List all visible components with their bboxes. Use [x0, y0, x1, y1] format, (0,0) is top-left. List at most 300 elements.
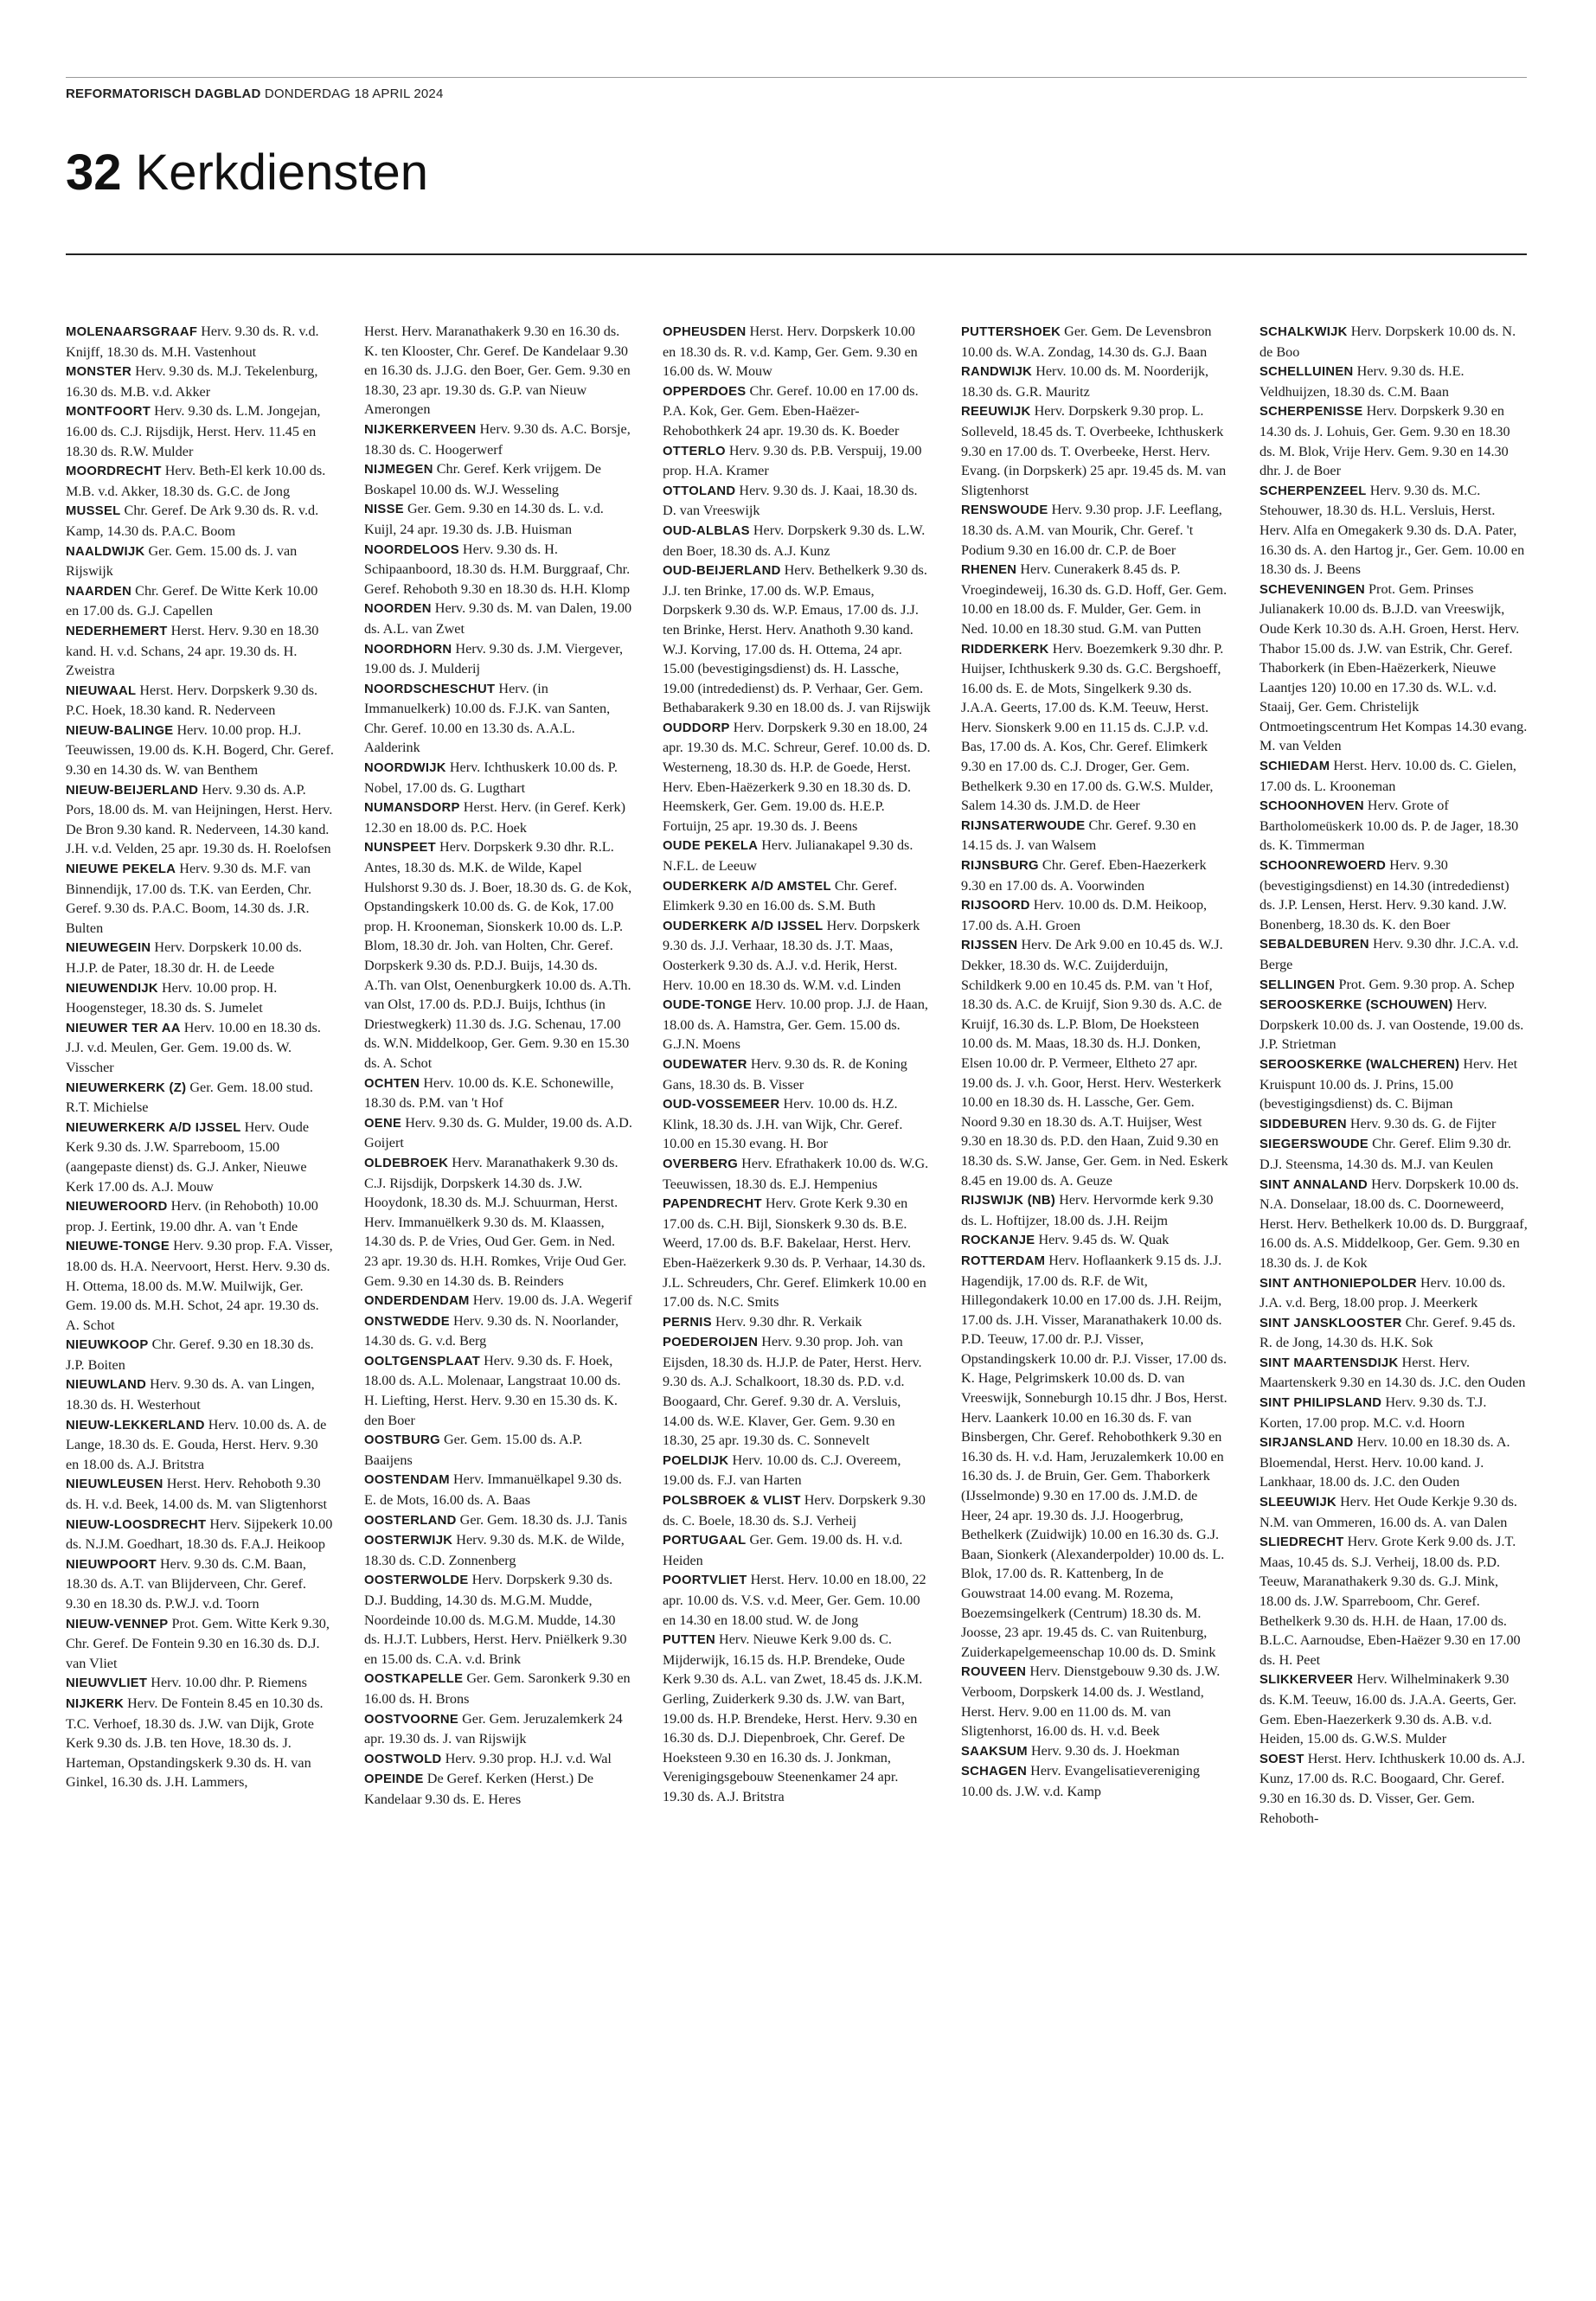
church-service-entry	[66, 1078, 334, 1118]
church-service-entry	[1259, 1175, 1528, 1273]
church-service-entry	[1259, 975, 1528, 996]
service-details: Herv. De Ark 9.00 en 10.45 ds. W.J. Dekker, 18.30 ds. W.C. Zuijderduijn, Schildkerk 9.00 en 10.45 ds. P.M. van 't Hof, 18.30 ds. A.C. de Kruijf, Sion 9.30 ds. A.C. de Kruijf, 16.30 ds. L.P. Blom, De Hoeksteen 10.00 ds. M. Maas, 18.30 ds. H.J. Donken, Elsen 10.00 dr. P. Vermeer, Eltheto 27 apr. 19.00 ds. J. v.h. Goor, Herst. Herv. Westerkerk 10.00 en 18.30 ds. H. Lassche, Ger. Gem. Noord 9.30 en 18.30 ds. A.T. Huijser, West 9.30 en 18.30 ds. P.D. den Haan, Zuid 9.30 en 18.30 ds. S.W. Janse, Ger. Gem. in Ned. Eskerk 8.45 en 19.00 ds. A. Geuze	[961, 937, 1228, 1189]
service-details: Chr. Geref. Kerk vrijgem. De Boskapel 10.00 ds. W.J. Wesseling	[364, 461, 601, 497]
place-name: NIEUWERKERK (Z)	[66, 1080, 187, 1095]
place-name: PUTTERSHOEK	[961, 325, 1061, 339]
place-name: SCHOONREWOERD	[1259, 859, 1387, 874]
church-service-entry	[961, 935, 1229, 1190]
place-name: RHENEN	[961, 563, 1017, 578]
church-service-entry	[364, 1470, 632, 1509]
church-service-entry	[961, 401, 1229, 500]
place-name: SCHIEDAM	[1259, 760, 1330, 774]
place-name: MOLENAARSGRAAF	[66, 325, 198, 339]
service-details: Herv. 9.30 prop. Joh. van Eijsden, 18.30 ds. H.J.P. de Pater, Herst. Herv. 9.30 ds. A.J. Schalkoort, 18.30 ds. P.D. v.d. Boogaard, Chr. Geref. 9.30 dr. A. Versluis, 14.00 ds. W.E. Klaver, Ger. Gem. 9.30 en 18.30, 25 apr. 19.30 ds. C. Sonnevelt	[663, 1334, 922, 1449]
place-name: NIEUWEROORD	[66, 1200, 168, 1215]
service-details: Herv. Hervormde kerk 9.30 ds. L. Hoftijzer, 18.00 ds. J.H. Reijm	[961, 1192, 1214, 1228]
church-service-entry	[961, 560, 1229, 638]
service-details: Herv. 9.30 ds. M. van Dalen, 19.00 ds. A.L. van Zwet	[364, 600, 632, 637]
place-name: OUD-ALBLAS	[663, 523, 750, 538]
service-details: Herv. Dorpskerk 9.30 en 18.00, 24 apr. 19.30 ds. M.C. Schreur, Geref. 10.00 ds. D. Westerneng, 18.30 ds. H.P. de Goede, Herst. Herv. Eben-Haëzerkerk 9.30 en 18.30 ds. D. Heemskerk, Ger. Gem. 19.00 ds. H.E.P. Fortuijn, 25 apr. 19.30 ds. J. Beens	[663, 719, 931, 834]
place-name: NAARDEN	[66, 584, 132, 599]
church-service-entry	[961, 1230, 1229, 1251]
church-service-entry	[663, 995, 931, 1054]
service-details: Herst. Herv. Dorpskerk 9.30 ds. P.C. Hoek, 18.30 kand. R. Nederveen	[66, 682, 318, 719]
place-name: OUDE PEKELA	[663, 839, 759, 854]
service-details: Herv. (in Immanuelkerk) 10.00 ds. F.J.K. van Santen, Chr. Geref. 10.00 en 13.30 ds. A.A.L. Aalderink	[364, 680, 611, 756]
place-name: OOSTERLAND	[364, 1513, 457, 1528]
place-name: NIEUWE-TONGE	[66, 1240, 170, 1254]
listing-column	[66, 322, 334, 2259]
place-name: SINT MAARTENSDIJK	[1259, 1356, 1399, 1370]
service-details: Chr. Geref. De Ark 9.30 ds. R. v.d. Kamp, 14.30 ds. P.A.C. Boom	[66, 503, 319, 539]
church-service-entry	[663, 322, 931, 381]
church-service-entry	[663, 1312, 931, 1333]
place-name: OOSTERWIJK	[364, 1534, 453, 1548]
place-name: RIJNSATERWOUDE	[961, 818, 1086, 833]
service-details: Herv. Dorpskerk 10.00 ds. N.A. Donselaar, 18.00 ds. C. Doorneweerd, Herst. Herv. Bethelkerk 10.00 ds. D. Burggraaf, 16.00 ds. A.S. Middelkoop, Ger. Gem. 9.30 en 18.30 ds. J. de Kok	[1259, 1176, 1528, 1271]
service-details: Herv. Dorpskerk 9.30 en 14.30 ds. J. Lohuis, Ger. Gem. 9.30 en 18.30 ds. M. Blok, Vrije Herv. Gem. 9.30 en 14.30 dhr. J. de Boer	[1259, 403, 1510, 479]
church-service-entry	[364, 599, 632, 638]
place-name: NAALDWIJK	[66, 544, 145, 559]
service-details: Herv. Dorpskerk 9.30 prop. L. Solleveld, 18.45 ds. T. Overbeeke, Ichthuskerk 9.30 en 17.00 ds. T. Overbeeke, Herst. Herv. Evang. (in Dorpskerk) 25 apr. 19.45 ds. M. van Sligtenhorst	[961, 403, 1227, 498]
church-service-entry	[66, 721, 334, 780]
service-details: Herv. Oude Kerk 9.30 ds. J.W. Sparreboom, 15.00 (aangepaste dienst) ds. G.J. Anker, Nieuwe Kerk 17.00 ds. A.J. Mouw	[66, 1118, 310, 1195]
church-service-entry	[961, 639, 1229, 816]
church-service-entry	[1259, 796, 1528, 856]
church-service-entry	[364, 1570, 632, 1669]
church-service-entry	[663, 521, 931, 561]
service-details: Herst. Herv. 10.00 en 18.00, 22 apr. 10.00 ds. V.S. v.d. Meer, Ger. Gem. 10.00 en 14.30 en 18.00 stud. W. de Jong	[663, 1572, 926, 1628]
service-details: Herst. Herv. Maranathakerk 9.30 en 16.30 ds. K. ten Klooster, Chr. Geref. De Kandelaar 9.30 en 16.30 ds. J.J.G. den Boer, Ger. Gem. 9.30 en 18.30, 23 apr. 19.30 ds. G.P. van Nieuw Amerongen	[364, 324, 631, 418]
service-details: Herv. Nieuwe Kerk 9.00 ds. C. Mijderwijk, 16.15 ds. H.P. Brendeke, Oude Kerk 9.30 ds. A.L. van Zwet, 18.45 ds. J.K.M. Gerling, Zuiderkerk 9.30 ds. J.W. van Bart, 19.00 ds. H.P. Brendeke, Herst. Herv. 9.30 en 16.30 ds. D.J. Diepenbroek, Chr. Geref. De Hoeksteen 9.30 en 16.30 ds. J. Jonkman, Verenigingsgebouw Steenenkamer 24 apr. 19.30 ds. A.J. Britstra	[663, 1631, 923, 1804]
place-name: POEDEROIJEN	[663, 1336, 759, 1350]
newspaper-name: REFORMATORISCH DAGBLAD	[66, 87, 261, 101]
place-name: OUD-BEIJERLAND	[663, 564, 781, 579]
church-service-entry	[961, 856, 1229, 895]
church-service-entry	[66, 542, 334, 581]
place-name: SLIEDRECHT	[1259, 1535, 1344, 1550]
place-name: PERNIS	[663, 1315, 712, 1330]
church-service-entry	[364, 1311, 632, 1351]
church-service-entry	[961, 816, 1229, 856]
service-details: Herv. Ichthuskerk 10.00 ds. P. Nobel, 17.00 ds. G. Lugthart	[364, 760, 618, 796]
service-details: Prot. Gem. 9.30 prop. A. Schep	[1338, 976, 1515, 992]
service-details: Ger. Gem. 15.00 ds. J. van Rijswijk	[66, 542, 298, 580]
service-details: Herv. Het Kruispunt 10.00 ds. J. Prins, 15.00 (bevestigingsdienst) ds. C. Bijman	[1259, 1055, 1518, 1112]
place-name: OUDE-TONGE	[663, 998, 753, 1013]
church-service-entry	[961, 362, 1229, 401]
church-service-entry	[364, 540, 632, 599]
heading-rule	[66, 253, 1527, 255]
church-service-entry	[663, 1630, 931, 1806]
church-service-entry	[1259, 362, 1528, 401]
service-details: Herv. Evangelisatievereniging 10.00 ds. J.W. v.d. Kamp	[961, 1763, 1200, 1799]
place-name: SINT PHILIPSLAND	[1259, 1396, 1382, 1411]
service-details: Herv. 10.00 prop. H.J. Teeuwissen, 19.00 ds. K.H. Bogerd, Chr. Geref. 9.30 en 14.30 ds. W. van Benthem	[66, 721, 334, 779]
church-service-entry	[66, 581, 334, 621]
place-name: NIEUW-LEKKERLAND	[66, 1418, 205, 1433]
church-service-entry	[66, 501, 334, 541]
place-name: ROTTERDAM	[961, 1253, 1046, 1268]
service-details: Ger. Gem. 18.30 ds. J.J. Tanis	[459, 1511, 627, 1528]
place-name: RIDDERKERK	[961, 642, 1049, 657]
church-service-entry	[1259, 481, 1528, 580]
service-details: Herst. Herv. 10.00 ds. C. Gielen, 17.00 ds. L. Krooneman	[1259, 758, 1516, 794]
church-service-entry	[364, 322, 632, 420]
service-details: Herv. 9.30 dhr. J.C.A. v.d. Berge	[1259, 936, 1519, 972]
service-details: Ger. Gem. 9.30 en 14.30 ds. L. v.d. Kuijl, 24 apr. 19.30 ds. J.B. Huisman	[364, 501, 604, 537]
church-service-entry	[364, 1769, 632, 1809]
place-name: ONDERDENDAM	[364, 1294, 470, 1309]
place-name: SINT ANNALAND	[1259, 1177, 1368, 1192]
church-service-entry	[364, 679, 632, 758]
place-name: OCHTEN	[364, 1076, 420, 1091]
church-service-entry	[1259, 1492, 1528, 1532]
place-name: PUTTEN	[663, 1633, 715, 1648]
service-details: Herv. 9.30 ds. P.B. Verspuij, 19.00 prop. H.A. Kramer	[663, 442, 922, 479]
church-service-entry	[66, 780, 334, 859]
place-name: OUDERKERK A/D IJSSEL	[663, 919, 824, 933]
place-name: NIEUWLEUSEN	[66, 1477, 163, 1492]
service-details: Herst. Herv. Ichthuskerk 10.00 ds. A.J. Kunz, 17.00 ds. R.C. Boogaard, Chr. Geref. 9.30 en 16.30 ds. D. Visser, Ger. Gem. Rehoboth-	[1259, 1750, 1525, 1826]
service-details: Herv. 9.30 prop. H.J. v.d. Wal	[445, 1750, 612, 1766]
church-service-entry	[663, 1570, 931, 1630]
service-details: Herv. 9.30 ds. A.P. Pors, 18.00 ds. M. van Heijningen, Herst. Herv. De Bron 9.30 kand. R. Nederveen, 14.30 kand. J.H. v.d. Velden, 25 apr. 19.30 ds. H. Roelofsen	[66, 781, 333, 857]
service-details: Chr. Geref. Elimkerk 9.30 en 16.00 ds. S.M. Buth	[663, 877, 898, 914]
service-details: Ger. Gem. Jeruzalemkerk 24 apr. 19.30 ds. J. van Rijswijk	[364, 1710, 623, 1747]
place-name: NIEUW-BALINGE	[66, 723, 174, 738]
church-service-entry	[66, 938, 334, 977]
church-service-entry	[961, 322, 1229, 362]
place-name: NOORDSCHESCHUT	[364, 682, 496, 696]
church-service-entry	[66, 362, 334, 401]
masthead	[66, 77, 1527, 101]
church-service-entry	[961, 1761, 1229, 1801]
church-service-entry	[66, 1236, 334, 1335]
church-service-entry	[663, 481, 931, 521]
place-name: NIEUWE PEKELA	[66, 862, 176, 877]
service-details: Herv. 9.30 ds. A.C. Borsje, 18.30 ds. C. Hoogerwerf	[364, 420, 631, 458]
church-service-entry	[961, 1251, 1229, 1662]
church-service-entry	[663, 876, 931, 916]
church-service-entry	[66, 859, 334, 938]
place-name: SELLINGEN	[1259, 977, 1336, 992]
place-name: NIEUW-BEIJERLAND	[66, 783, 199, 798]
church-service-entry	[364, 1153, 632, 1291]
place-name: RIJSSEN	[961, 939, 1018, 953]
church-service-entry	[1259, 580, 1528, 756]
service-details: Herv. Dorpskerk 10.00 ds. J. van Oostende, 19.00 ds. J.P. Strietman	[1259, 997, 1524, 1053]
service-details: Herv. 10.00 prop. J.J. de Haan, 18.00 ds. A. Hamstra, Ger. Gem. 15.00 ds. G.J.N. Moens	[663, 997, 928, 1053]
church-service-entry	[364, 1351, 632, 1430]
service-details: Chr. Geref. 10.00 en 17.00 ds. P.A. Kok, Ger. Gem. Eben-Haëzer-Rehobothkerk 24 apr. 19.30 ds. K. Boeder	[663, 382, 919, 439]
service-details: Herv. 19.00 ds. J.A. Wegerif	[472, 1292, 632, 1309]
service-details: Herv. 9.30 ds. H.E. Veldhuijzen, 18.30 ds. C.M. Baan	[1259, 363, 1465, 400]
service-details: De Geref. Kerken (Herst.) De Kandelaar 9.30 ds. E. Heres	[364, 1771, 594, 1807]
church-service-entry	[364, 1430, 632, 1470]
place-name: SAAKSUM	[961, 1744, 1028, 1759]
place-name: ROCKANJE	[961, 1234, 1035, 1248]
service-details: Herv. Dorpskerk 10.00 ds. H.J.P. de Pater, 18.30 dr. H. de Leede	[66, 939, 303, 976]
service-details: Herv. 10.00 en 18.30 ds. J.J. v.d. Meulen, Ger. Gem. 19.00 ds. W. Visscher	[66, 1019, 321, 1075]
place-name: PAPENDRECHT	[663, 1197, 762, 1212]
place-name: SIEGERSWOUDE	[1259, 1138, 1369, 1152]
service-details: Herv. 10.00 ds. K.E. Schonewille, 18.30 ds. P.M. van 't Hof	[364, 1074, 614, 1112]
church-service-entry	[1259, 934, 1528, 974]
place-name: SCHAGEN	[961, 1765, 1028, 1779]
place-name: OUDEWATER	[663, 1057, 747, 1072]
church-service-entry	[364, 420, 632, 459]
place-name: PORTUGAAL	[663, 1534, 747, 1548]
service-details: Herv. Julianakapel 9.30 ds. N.F.L. de Leeuw	[663, 837, 913, 875]
place-name: NIEUW-LOOSDRECHT	[66, 1517, 207, 1532]
place-name: NIEUWEGEIN	[66, 941, 151, 956]
service-details: Herv. Grote of Bartholomeüskerk 10.00 ds. P. de Jager, 18.30 ds. K. Timmerman	[1259, 798, 1519, 854]
church-service-entry	[1259, 401, 1528, 480]
church-service-entry	[961, 1741, 1229, 1762]
church-service-entry	[66, 1515, 334, 1554]
service-details: Ger. Gem. 15.00 ds. A.P. Baaijens	[364, 1432, 583, 1468]
place-name: RIJSWIJK (NB)	[961, 1194, 1056, 1208]
church-service-entry	[66, 1415, 334, 1475]
service-details: Herv. 9.30 ds. A. van Lingen, 18.30 ds. H. Westerhout	[66, 1376, 315, 1413]
service-details: Herst. Herv. Rehoboth 9.30 ds. H. v.d. Beek, 14.00 ds. M. van Sligtenhorst	[66, 1476, 328, 1513]
service-details: Herv. (in Rehoboth) 10.00 prop. J. Eertink, 19.00 dhr. A. van 't Ende	[66, 1198, 318, 1234]
church-service-entry	[364, 1113, 632, 1153]
service-details: Ger. Gem. 19.00 ds. H. v.d. Heiden	[663, 1532, 903, 1568]
place-name: OUDERKERK A/D AMSTEL	[663, 879, 831, 894]
church-service-entry	[66, 1118, 334, 1196]
service-details: Herv. 9.30 ds. G. Mulder, 19.00 ds. A.D. Goijert	[364, 1114, 632, 1151]
place-name: NIEUWVLIET	[66, 1676, 148, 1691]
church-service-entry	[1259, 1054, 1528, 1114]
place-name: SINT JANSKLOOSTER	[1259, 1316, 1402, 1330]
service-details: Herv. 9.30 ds. J. Kaai, 18.30 ds. D. van Vreeswijk	[663, 482, 918, 519]
service-details: Herv. 9.30 ds. R. de Koning Gans, 18.30 ds. B. Visser	[663, 1055, 907, 1093]
church-service-entry	[663, 836, 931, 875]
service-details: Herv. 9.30 prop. F.A. Visser, 18.00 ds. H.A. Neervoort, Herst. Herv. 9.30 ds. H. Ottema, 18.00 ds. M.W. Muilwijk, Ger. Gem. 19.00 ds. M.H. Schot, 24 apr. 19.30 ds. A. Schot	[66, 1238, 333, 1333]
place-name: OUD-VOSSEMEER	[663, 1098, 780, 1112]
church-service-entry	[364, 1510, 632, 1531]
church-service-entry	[66, 1196, 334, 1236]
church-service-entry	[663, 1332, 931, 1451]
church-service-entry	[364, 758, 632, 798]
listing-column	[663, 322, 931, 2259]
service-details: Herv. 9.30 ds. M.J. Tekelenburg, 16.30 ds. M.B. v.d. Akker	[66, 363, 318, 400]
service-details: Herv. Bethelkerk 9.30 ds. J.J. ten Brinke, 17.00 ds. W.P. Emaus, Dorpskerk 9.30 ds. W.P. Emaus, 17.00 ds. J.J. ten Brinke, Herst. Herv. Anathoth 9.30 kand. W.J. Korving, 17.00 ds. H. Ottema, 24 apr. 15.00 (bevestigingsdienst) ds. H. Lassche, 19.00 (intrededienst) ds. P. Verhaar, Ger. Gem. Bethabarakerk 9.30 en 18.00 ds. J. van Rijswijk	[663, 562, 931, 716]
service-details: Herv. 10.00 ds. C.J. Overeem, 19.00 ds. F.J. van Harten	[663, 1452, 901, 1489]
church-service-entry	[663, 1094, 931, 1154]
church-service-entry	[663, 1154, 931, 1194]
service-details: Herv. 9.30 ds. J.M. Viergever, 19.00 ds. J. Mulderij	[364, 640, 624, 677]
place-name: NIEUWAAL	[66, 683, 137, 698]
church-service-entry	[1259, 856, 1528, 934]
service-details: Chr. Geref. 9.30 en 14.15 ds. J. van Walsem	[961, 817, 1196, 854]
service-details: Herst. Herv. (in Geref. Kerk) 12.30 en 18.00 ds. P.C. Hoek	[364, 799, 626, 836]
place-name: SEROOSKERKE (WALCHEREN)	[1259, 1057, 1460, 1072]
service-details: Chr. Geref. Elim 9.30 dr. D.J. Steensma, 14.30 ds. M.J. van Keulen	[1259, 1136, 1512, 1172]
church-service-entry	[663, 1490, 931, 1530]
place-name: NIEUWPOORT	[66, 1557, 157, 1572]
service-details: Herv. Efrathakerk 10.00 ds. W.G. Teeuwissen, 18.30 ds. E.J. Hempenius	[663, 1155, 929, 1192]
church-service-entry	[364, 798, 632, 837]
church-service-entry	[364, 1669, 632, 1708]
church-service-entry	[66, 1614, 334, 1674]
place-name: NIEUW-VENNEP	[66, 1617, 169, 1631]
church-service-entry	[364, 639, 632, 679]
service-details: Herv. 10.00 en 18.30 ds. A. Bloemendal, Herst. Herv. 10.00 kand. J. Lankhaar, 18.00 ds. J.C. den Ouden	[1259, 1434, 1510, 1490]
place-name: OTTOLAND	[663, 484, 736, 498]
place-name: NOORDELOOS	[364, 542, 459, 557]
service-details: Herv. 9.30 prop. J.F. Leeflang, 18.30 ds. A.M. van Mourik, Chr. Geref. 't Podium 9.30 en 16.00 dr. C.P. de Boer	[961, 502, 1222, 558]
church-service-entry	[1259, 1532, 1528, 1670]
service-details: Herv. 9.30 (bevestigingsdienst) en 14.30 (intrededienst) ds. J.P. Lensen, Herst. Herv. 9.30 kand. J.W. Bonenberg, 18.30 ds. K. den Boer	[1259, 857, 1509, 933]
place-name: NEDERHEMERT	[66, 624, 168, 638]
place-name: NIEUWERKERK A/D IJSSEL	[66, 1120, 241, 1135]
place-name: NIEUWER TER AA	[66, 1021, 181, 1035]
church-service-entry	[1259, 1114, 1528, 1135]
service-details: Herv. Dorpskerk 9.30 ds. L.W. den Boer, 18.30 ds. A.J. Kunz	[663, 522, 926, 559]
place-name: SCHERPENZEEL	[1259, 484, 1367, 498]
church-service-entry	[364, 837, 632, 1073]
service-details: Herv. 9.30 ds. M.F. van Binnendijk, 17.00 ds. T.K. van Eerden, Chr. Geref. 9.30 ds. P.A.C. Boom, 14.30 ds. J.R. Bulten	[66, 861, 311, 936]
section-title: Kerkdiensten	[135, 144, 429, 201]
service-details: Prot. Gem. Prinses Julianakerk 10.00 ds. B.J.D. van Vreeswijk, Oude Kerk 10.30 ds. A.H. Groen, Herst. Herv. Thabor 15.00 ds. J.W. van Estrik, Chr. Geref. Thaborkerk (in Eben-Haëzerkerk, Nieuwe Laantjes 120) 10.00 en 17.30 ds. W.L. v.d. Staaij, Ger. Gem. Christelijk Ontmoetingscentrum Het Kompas 14.30 evang. M. van Velden	[1259, 580, 1528, 754]
service-details: Herv. Dorpskerk 9.30 ds. J.J. Verhaar, 18.30 ds. J.T. Maas, Oosterkerk 9.30 ds. A.J. v.d. Herik, Herst. Herv. 10.00 en 18.30 ds. W.M. v.d. Linden	[663, 917, 920, 993]
church-service-entry	[1259, 1749, 1528, 1828]
church-service-entry	[66, 1554, 334, 1614]
service-details: Herv. 10.00 ds. M. Noorderijk, 18.30 ds. G.R. Mauritz	[961, 363, 1209, 400]
place-name: SOEST	[1259, 1752, 1304, 1766]
church-service-entry	[1259, 322, 1528, 362]
service-details: Herst. Herv. Dorpskerk 10.00 en 18.30 ds. R. v.d. Kamp, Ger. Gem. 9.30 en 16.00 ds. W. Mouw	[663, 324, 918, 380]
service-details: Herv. Dorpskerk 9.30 ds. C. Boele, 18.30 ds. S.J. Verheij	[663, 1492, 926, 1529]
listing-columns	[66, 322, 1528, 2259]
church-service-entry	[66, 1694, 334, 1792]
place-name: RANDWIJK	[961, 365, 1033, 380]
listing-column	[364, 322, 632, 2259]
place-name: NOORDHORN	[364, 642, 452, 657]
place-name: NOORDWIJK	[364, 761, 446, 776]
place-name: ROUVEEN	[961, 1665, 1027, 1680]
place-name: SIDDEBUREN	[1259, 1117, 1347, 1131]
place-name: POORTVLIET	[663, 1574, 747, 1588]
place-name: NUNSPEET	[364, 841, 436, 856]
service-details: Herv. Grote Kerk 9.30 en 17.00 ds. C.H. Bijl, Sionskerk 9.30 ds. B.E. Weerd, 17.00 ds. B.F. Bakelaar, Herst. Herv. Eben-Haëzerkerk 9.30 ds. P. Verhaar, 14.30 ds. J.L. Schreuders, Chr. Geref. Elimkerk 10.00 en 17.00 ds. N.C. Smits	[663, 1195, 926, 1311]
place-name: POLSBROEK & VLIST	[663, 1494, 801, 1509]
place-name: RIJNSBURG	[961, 859, 1039, 874]
church-service-entry	[1259, 1353, 1528, 1393]
service-details: Herv. 9.30 ds. M.K. de Wilde, 18.30 ds. C.D. Zonnenberg	[364, 1532, 625, 1568]
church-service-entry	[66, 461, 334, 501]
place-name: NIJMEGEN	[364, 463, 433, 478]
service-details: Herv. 9.30 ds. M.C. Stehouwer, 18.30 ds. H.L. Versluis, Herst. Herv. Alfa en Omegakerk 9.30 ds. D.A. Pater, 16.30 ds. A. den Hartog jr., Ger. Gem. 10.00 en 18.30 ds. J. Beens	[1259, 482, 1525, 578]
service-details: Herv. Immanuëlkapel 9.30 ds. E. de Mots, 16.00 ds. A. Baas	[364, 1471, 622, 1509]
church-service-entry	[66, 1474, 334, 1514]
place-name: OOSTVOORNE	[364, 1712, 459, 1727]
service-details: Herv. Grote Kerk 9.00 ds. J.T. Maas, 10.45 ds. S.J. Verheij, 18.00 ds. P.D. Teeuw, Maranathakerk 9.30 ds. G.J. Mink, 18.00 ds. J.W. Sparreboom, Chr. Geref. Bethelkerk 9.30 ds. H.H. de Haan, 17.00 ds. B.L.C. Aarnoudse, Eben-Haëzer 9.30 en 17.00 ds. H. Peet	[1259, 1534, 1521, 1668]
place-name: RENSWOUDE	[961, 503, 1048, 518]
service-details: Herv. Wilhelminakerk 9.30 ds. K.M. Teeuw, 16.00 ds. J.A.A. Geerts, Ger. Gem. Eben-Haezerkerk 9.30 ds. A.B. v.d. Heiden, 15.00 ds. G.W.S. Mulder	[1259, 1671, 1516, 1747]
place-name: SLIKKERVEER	[1259, 1673, 1354, 1688]
service-details: Chr. Geref. De Witte Kerk 10.00 en 17.00 ds. G.J. Capellen	[66, 582, 318, 619]
church-service-entry	[663, 441, 931, 481]
place-name: SIRJANSLAND	[1259, 1436, 1354, 1451]
place-name: SCHOONHOVEN	[1259, 799, 1364, 814]
church-service-entry	[961, 500, 1229, 560]
church-service-entry	[663, 718, 931, 836]
place-name: SCHALKWIJK	[1259, 325, 1348, 339]
church-service-entry	[663, 1054, 931, 1094]
place-name: OOSTBURG	[364, 1433, 440, 1448]
service-details: Herv. 10.00 ds. D.M. Heikoop, 17.00 ds. A.H. Groen	[961, 897, 1208, 933]
place-name: OOSTWOLD	[364, 1752, 442, 1766]
place-name: SINT ANTHONIEPOLDER	[1259, 1276, 1417, 1291]
place-name: OOSTENDAM	[364, 1473, 450, 1488]
place-name: NIEUWLAND	[66, 1378, 147, 1393]
church-service-entry	[1259, 1313, 1528, 1353]
service-details: Herv. Het Oude Kerkje 9.30 ds. N.M. van Ommeren, 16.00 ds. A. van Dalen	[1259, 1494, 1517, 1530]
church-service-entry	[663, 916, 931, 995]
church-service-entry	[1259, 1393, 1528, 1433]
service-details: Chr. Geref. 9.30 en 18.30 ds. J.P. Boiten	[66, 1336, 314, 1373]
place-name: SCHERPENISSE	[1259, 405, 1363, 420]
service-details: Prot. Gem. Witte Kerk 9.30, Chr. Geref. De Fontein 9.30 en 16.30 ds. D.J. van Vliet	[66, 1615, 330, 1671]
place-name: NUMANSDORP	[364, 801, 460, 816]
place-name: MOORDRECHT	[66, 465, 162, 479]
church-service-entry	[1259, 1433, 1528, 1492]
church-service-entry	[663, 561, 931, 718]
church-service-entry	[364, 499, 632, 539]
service-details: Herv. 10.00 dhr. P. Riemens	[151, 1675, 307, 1691]
place-name: OPPERDOES	[663, 384, 747, 399]
church-service-entry	[66, 621, 334, 681]
service-details: Herv. 10.00 ds. H.Z. Klink, 18.30 ds. J.H. van Wijk, Chr. Geref. 10.00 en 15.30 evang. H. Bor	[663, 1096, 903, 1152]
church-service-entry	[66, 401, 334, 461]
place-name: NIEUWKOOP	[66, 1338, 149, 1353]
church-service-entry	[66, 1335, 334, 1375]
service-details: Herv. Hoflaankerk 9.15 ds. J.J. Hagendijk, 17.00 ds. R.F. de Wit, Hillegondakerk 10.00 en 17.00 ds. J.H. Reijm, 17.00 ds. J.H. Visser, Maranathakerk 10.00 ds. P.D. Teeuw, 17.00 dr. P.J. Visser, Opstandingskerk 10.00 dr. P.J. Visser, 17.00 ds. K. Hage, Pelgrimskerk 10.00 ds. D. van Vreeswijk, Sonneburgh 10.15 dhr. J Bos, Herst. Herv. Laankerk 10.00 en 16.30 ds. F. van Binsbergen, Chr. Geref. Rehobothkerk 9.30 en 16.30 ds. H. v.d. Ham, Jeruzalemkerk 10.00 en 16.30 ds. J. de Bruin, Ger. Gem. Thaborkerk (IJsselmonde) 9.30 en 17.00 ds. J.M.D. de Heer, 24 apr. 19.30 ds. J.J. Hoogerbrug, Bethelkerk (Zuidwijk) 10.00 en 16.30 ds. G.J. Baan, Sionkerk (Alexanderpolder) 10.00 ds. L. Blok, 17.00 ds. R. Kattenberg, In de Gouwstraat 14.00 evang. M. Rozema, Boezemsingelkerk (Centrum) 18.30 ds. M. Joosse, 23 apr. 19.45 ds. C. van Ruitenburg, Zuiderkapelgemeenschap 10.00 ds. D. Smink	[961, 1252, 1227, 1660]
church-service-entry	[663, 1530, 931, 1570]
place-name: OENE	[364, 1116, 402, 1131]
place-name: OOLTGENSPLAAT	[364, 1354, 481, 1368]
service-details: Herv. 9.30 ds. F. Hoek, 18.00 ds. A.L. Molenaar, Langstraat 10.00 ds. H. Liefting, Herst. Herv. 9.30 en 15.30 ds. K. den Boer	[364, 1352, 621, 1428]
page-heading	[66, 143, 428, 203]
service-details: Ger. Gem. 18.00 stud. R.T. Michielse	[66, 1079, 313, 1116]
publication-date: DONDERDAG 18 APRIL 2024	[264, 87, 444, 101]
place-name: OUDDORP	[663, 721, 730, 735]
service-details: Chr. Geref. Eben-Haezerkerk 9.30 en 17.00 ds. A. Voorwinden	[961, 857, 1207, 894]
service-details: Herv. Maranathakerk 9.30 ds. C.J. Rijsdijk, Dorpskerk 14.30 ds. J.W. Hooydonk, 18.30 ds. M.J. Schuurman, Herst. Herv. Immanuëlkerk 9.30 ds. M. Klaassen, 14.30 ds. P. de Vries, Oud Ger. Gem. in Ned. 23 apr. 19.30 ds. H.H. Romkes, Vrije Oud Ger. Gem. 9.30 en 14.30 ds. B. Reinders	[364, 1154, 627, 1289]
service-details: Herv. Dienstgebouw 9.30 ds. J.W. Verboom, Dorpskerk 14.00 ds. J. Westland, Herst. Herv. 9.00 en 11.00 ds. M. van Sligtenhorst, 16.00 ds. H. v.d. Beek	[961, 1663, 1221, 1740]
service-details: Herv. 9.30 ds. N. Noorlander, 14.30 ds. G. v.d. Berg	[364, 1312, 619, 1349]
church-service-entry	[66, 322, 334, 362]
church-service-entry	[66, 1018, 334, 1078]
place-name: NIJKERKERVEEN	[364, 422, 477, 437]
place-name: MONSTER	[66, 365, 132, 380]
church-service-entry	[961, 895, 1229, 935]
place-name: OOSTKAPELLE	[364, 1672, 464, 1687]
church-service-entry	[1259, 756, 1528, 796]
service-details: Herv. 9.30 ds. T.J. Korten, 17.00 prop. M.C. v.d. Hoorn	[1259, 1394, 1487, 1431]
church-service-entry	[1259, 1670, 1528, 1748]
church-service-entry	[364, 1749, 632, 1770]
church-service-entry	[961, 1662, 1229, 1740]
service-details: Chr. Geref. 9.45 ds. R. de Jong, 14.30 ds. H.K. Sok	[1259, 1314, 1516, 1351]
place-name: OTTERLO	[663, 444, 726, 458]
place-name: OPEINDE	[364, 1772, 424, 1787]
service-details: Herv. 9.30 ds. R. v.d. Knijff, 18.30 ds. M.H. Vastenhout	[66, 324, 319, 360]
